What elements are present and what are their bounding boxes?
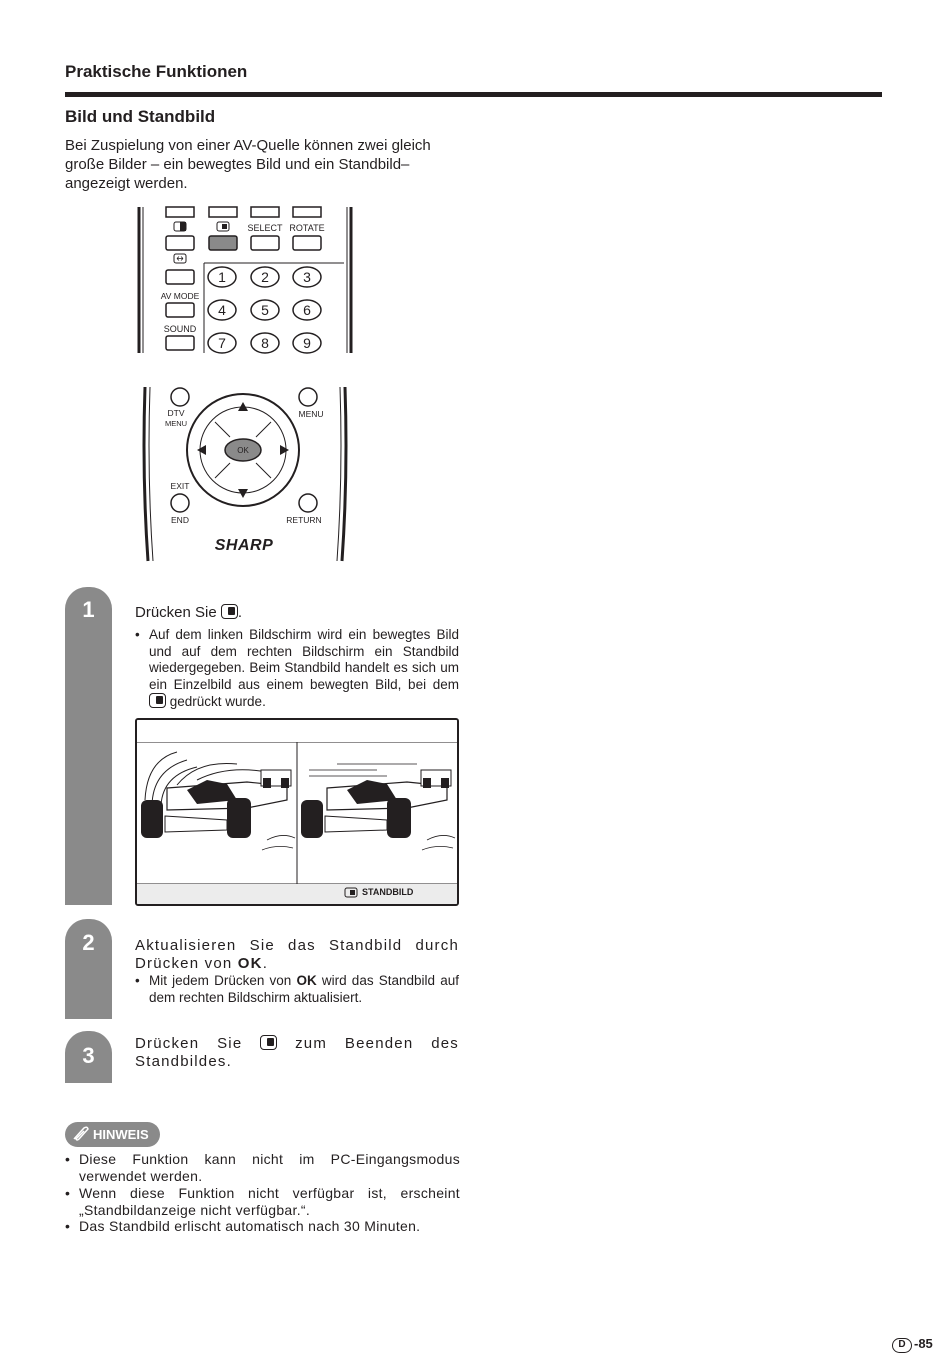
left-arrow-icon[interactable] [197, 445, 206, 455]
freeze-key-icon [149, 693, 166, 708]
step-1-instruction: Drücken Sie . [135, 604, 243, 621]
rotate-button[interactable] [293, 236, 321, 250]
number-key-label: 4 [218, 302, 226, 318]
standbild-status-label: STANDBILD [362, 887, 414, 897]
split-screen-button[interactable] [166, 236, 194, 250]
av-mode-label: AV MODE [160, 291, 200, 301]
freeze-key-icon [221, 604, 238, 619]
return-button[interactable] [299, 494, 317, 512]
step-2-number: 2 [82, 930, 95, 955]
wide-mode-button[interactable] [166, 270, 194, 284]
number-key-label: 6 [303, 302, 311, 318]
paperclip-icon [71, 1125, 91, 1143]
menu-label: MENU [298, 409, 324, 419]
number-key-label: 9 [303, 335, 311, 351]
dtv-menu-label: MENU [164, 419, 188, 428]
step-2-bullet: • Mit jedem Drücken von OK wird das Standbild auf dem rechten Bildschirm aktualisiert. [135, 973, 459, 1005]
subsection-title: Bild und Standbild [65, 107, 216, 126]
step-2-instruction: Aktualisieren Sie das Standbild durch Drücken von OK. [135, 937, 459, 972]
select-label: SELECT [247, 223, 283, 233]
end-label: END [171, 515, 189, 525]
region-badge: D [892, 1338, 912, 1353]
select-button[interactable] [251, 236, 279, 250]
still-picture [301, 764, 455, 850]
dtv-label: DTV [167, 408, 185, 418]
step-3-number: 3 [82, 1043, 95, 1068]
step-3-instruction: Drücken Sie zum Beenden des Standbildes. [135, 1035, 459, 1070]
number-keypad [208, 267, 321, 353]
step-3-tab [65, 1031, 112, 1083]
moving-picture [141, 752, 295, 850]
note-item: • Das Standbild erlischt automatisch nach 30 Minuten. [65, 1218, 421, 1234]
freeze-button[interactable] [209, 236, 237, 250]
down-arrow-icon[interactable] [238, 489, 248, 498]
step-1-number: 1 [82, 597, 95, 622]
step-1-bullet: • Auf dem linken Bildschirm wird ein bewegtes Bild und auf dem rechten Bildschirm ein Standbild wiedergegeben. Beim Standbild handelt es sich um ein Einzelbild aus einem bewegten Bild, bei dem gedrückt wurde. [135, 627, 459, 709]
up-arrow-icon[interactable] [238, 402, 248, 411]
right-arrow-icon[interactable] [280, 445, 289, 455]
note-item: • Wenn diese Funktion nicht verfügbar ist, erscheint „Standbildanzeige nicht verfügbar.“. [65, 1185, 460, 1218]
return-label: RETURN [286, 515, 322, 525]
note-item: • Diese Funktion kann nicht im PC-Eingangsmodus verwendet werden. [65, 1151, 460, 1184]
sound-button[interactable] [166, 336, 194, 350]
brand-logo: SHARP [214, 537, 274, 554]
number-key-label: 2 [261, 269, 269, 285]
page-number: D -85 [892, 1336, 933, 1353]
exit-button[interactable] [171, 494, 189, 512]
wide-mode-icon [174, 254, 186, 263]
menu-button[interactable] [299, 388, 317, 406]
note-title: HINWEIS [93, 1127, 149, 1142]
ok-label: OK [237, 446, 249, 455]
sound-label: SOUND [163, 324, 197, 334]
remote-keypad-illustration [130, 205, 360, 357]
intro-paragraph: Bei Zuspielung von einer AV-Quelle können zwei gleich große Bilder – ein bewegtes Bild und ein Standbild– angezeigt werden. [65, 137, 431, 192]
ok-key-label: OK [296, 973, 317, 988]
section-title: Praktische Funktionen [65, 62, 248, 81]
number-key-label: 7 [218, 335, 226, 351]
number-key-label: 1 [218, 269, 226, 285]
section-rule [65, 92, 882, 97]
av-mode-button[interactable] [166, 303, 194, 317]
exit-label: EXIT [170, 481, 190, 491]
note-badge [65, 1122, 160, 1147]
rotate-label: ROTATE [289, 223, 325, 233]
number-key-label: 8 [261, 335, 269, 351]
dtv-menu-button[interactable] [171, 388, 189, 406]
freeze-key-icon [260, 1035, 277, 1050]
freeze-icon [217, 222, 229, 231]
step-1-tab [65, 587, 112, 905]
ok-key-label: OK [237, 955, 263, 972]
split-screen-illustration [135, 718, 459, 906]
step-2-tab [65, 919, 112, 1019]
split-screen-icon [174, 222, 186, 231]
number-key-label: 5 [261, 302, 269, 318]
number-key-label: 3 [303, 269, 311, 285]
remote-navigation-illustration [140, 385, 350, 563]
